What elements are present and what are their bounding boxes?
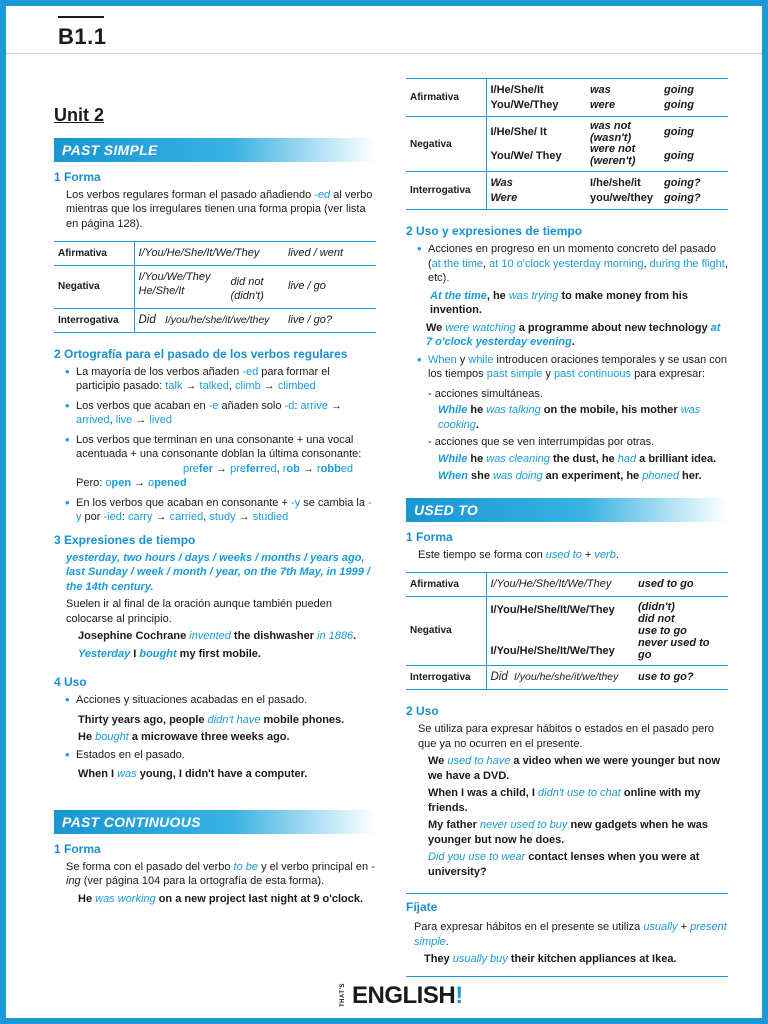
table-cell-line: you/we/they (590, 191, 653, 204)
fijate-box (406, 920, 728, 977)
frame-bottom (0, 1018, 768, 1024)
level-mark-line (58, 16, 104, 18)
table-cell: lived / went (288, 247, 344, 260)
table-cell-line: He/She/It (138, 285, 185, 298)
ps-expresiones-example-2: Yesterday I bought my first mobile. (78, 647, 261, 660)
banner-past-simple: PAST SIMPLE (54, 138, 376, 162)
table-cell (586, 172, 660, 210)
table-cell-line: I/you/he/she/it/we/they (164, 313, 270, 326)
ps-expresiones-example-1: Josephine Cochrane invented the dishwasher in 1886. (78, 630, 357, 643)
table-row (54, 242, 376, 266)
level-label: B1.1 (58, 24, 107, 49)
table-cell-line: I/You/He/She/It/We/They (490, 604, 615, 617)
pc-forma-title: 1 Forma (54, 841, 101, 856)
table-cell: live / go (288, 280, 326, 293)
ps-forma-table (54, 241, 376, 333)
table-row (406, 79, 728, 117)
row-label: Interrogativa (406, 172, 486, 210)
banner-past-continuous: PAST CONTINUOUS (54, 810, 376, 834)
pc-uso-dash-2: - acciones que se ven interrumpidas por otras. (428, 436, 655, 449)
row-label: Afirmativa (406, 573, 486, 597)
ps-forma-text: Los verbos regulares forman el pasado añadiendo -ed al verbo mientras que los irregulares tienen una forma propia (ver lista en página 128). (66, 188, 373, 230)
ps-uso-example-1: Thirty years ago, people didn't have mobile phones. (78, 713, 345, 726)
table-cell-line: You/We/ They (490, 150, 562, 163)
ut-forma-table (406, 572, 728, 690)
table-row (406, 172, 728, 210)
pc-uso-example-4: While he was cleaning the dust, he had a brilliant idea. (438, 452, 717, 465)
banner-used-to: USED TO (406, 498, 728, 522)
table-cell-line: I/you/he/she/it/we/they (513, 671, 619, 684)
table-cell-line: Was (490, 177, 513, 190)
table-cell-line: use to go (638, 624, 687, 637)
list-item: • La mayoría de los verbos añaden -ed para formar el participio pasado: talk → talked, climb → climbed (76, 365, 376, 394)
table-cell-line: going? (664, 191, 701, 204)
row-label: Negativa (406, 596, 486, 665)
table-cell-line: (wasn't) (590, 131, 632, 144)
ps-uso-list (54, 693, 376, 708)
list-item: • Los verbos que terminan en una consonante + una vocal acentuada + una consonante doblan la última consonante: prefer → preferred, rob → robbed Pero: open → opened (76, 433, 376, 491)
row-label: Afirmativa (54, 242, 134, 266)
ut-uso-example-2: When I was a child, I didn't use to chat online with my friends. (428, 787, 701, 814)
table-row (54, 265, 376, 308)
table-cell: used to go (638, 578, 694, 591)
table-cell-line: were (590, 98, 616, 111)
table-cell-line: going (664, 84, 694, 96)
table-cell-line: never used to go (638, 636, 710, 662)
table-cell-line: I/You/We/They (138, 270, 211, 283)
ps-expresiones-title: 3 Expresiones de tiempo (54, 532, 196, 547)
frame-left (0, 0, 6, 1024)
table-cell (134, 308, 284, 332)
pc-forma-text: Se forma con el pasado del verbo to be y el verbo principal en -ing (ver página 104 para la ortografía de esta forma). (66, 860, 375, 888)
table-cell: I/You/He/She/It/We/They (138, 247, 260, 260)
table-cell-line: Did (138, 313, 156, 326)
row-label: Interrogativa (406, 666, 486, 690)
row-label: Afirmativa (406, 79, 486, 117)
logo-small-text: THAT'S (340, 983, 346, 1007)
table-cell (486, 117, 586, 172)
pc-forma-example: He was working on a new project last night at 9 o'clock. (78, 892, 364, 905)
ut-forma-text: Este tiempo se forma con used to + verb. (418, 548, 619, 561)
list-item: • Los verbos que acaban en -e añaden solo -d: arrive → arrived, live → lived (76, 399, 376, 428)
table-row (406, 573, 728, 597)
unit-title: Unit 2 (54, 105, 105, 125)
fijate-text: Para expresar hábitos en el presente se utiliza usually + present simple. (414, 921, 727, 948)
table-cell-line: did not (638, 612, 675, 625)
fijate-title: Fíjate (406, 893, 728, 916)
table-row (406, 117, 728, 172)
row-label: Negativa (54, 265, 134, 308)
ps-ortografia-list (54, 365, 376, 525)
table-cell-line: were not (590, 143, 636, 156)
left-column (54, 104, 376, 909)
pc-uso-example-5: When she was doing an experiment, he phoned her. (438, 470, 702, 483)
table-cell (660, 172, 728, 210)
ps-uso-title: 4 Uso (54, 675, 87, 690)
ut-uso-example-4: Did you use to wear contact lenses when you were at university? (428, 851, 700, 878)
row-label: Interrogativa (54, 308, 134, 332)
table-cell (486, 666, 634, 690)
table-cell-line: I/You/He/She/It/We/They (490, 644, 615, 657)
ps-uso-list-2 (54, 748, 376, 763)
right-column (406, 76, 728, 977)
table-cell-line: (didn't) (230, 290, 264, 303)
ps-expresiones-list: yesterday, two hours / days / weeks / months / years ago, last Sunday / week / month / year, on the 7th May, in 1999 / the 14th century. (66, 551, 371, 593)
table-cell-line: (weren't) (590, 154, 636, 167)
list-item: • Acciones en progreso en un momento concreto del pasado (at the time, at 10 o'clock yesterday morning, during the flight, etc). (428, 242, 728, 286)
table-cell (634, 596, 728, 665)
pc-uso-example-3: While he was talking on the mobile, his mother was cooking. (438, 404, 701, 431)
pc-forma-table (406, 78, 728, 210)
list-item: • Estados en el pasado. (76, 748, 376, 763)
pc-uso-list (406, 242, 728, 286)
pc-uso-title: 2 Uso y expresiones de tiempo (406, 224, 583, 239)
ut-forma-title: 1 Forma (406, 529, 453, 544)
logo-big-text: ENGLISH! (352, 982, 463, 1009)
ps-uso-example-3: When I was young, I didn't have a computer. (78, 768, 308, 781)
list-item: • When y while introducen oraciones temporales y se usan con los tiempos past simple y past continuous para expresar: (428, 353, 728, 382)
table-cell (486, 596, 634, 665)
table-cell-line: was not (590, 120, 631, 133)
table-cell (586, 79, 660, 117)
table-cell-line: I/he/she/it (590, 177, 641, 190)
thats-english-logo (340, 980, 463, 1010)
table-cell-line: going? (664, 177, 701, 190)
table-row (54, 308, 376, 332)
frame-right (762, 0, 768, 1024)
table-cell-line: did not (230, 275, 264, 288)
table-row (406, 666, 728, 690)
table-cell-line: Did (490, 671, 508, 684)
ut-uso-title: 2 Uso (406, 704, 439, 719)
table-cell: use to go? (638, 671, 694, 684)
row-label: Negativa (406, 117, 486, 172)
table-cell: I/You/He/She/It/We/They (490, 578, 612, 591)
pc-uso-example-2: We were watching a programme about new technology at 7 o'clock yesterday evening. (426, 321, 721, 349)
table-cell (486, 79, 586, 117)
pc-uso-list-2 (406, 353, 728, 382)
ut-uso-example-3: My father never used to buy new gadgets when he was younger but now he does. (428, 819, 709, 846)
fijate-example: They usually buy their kitchen appliances at Ikea. (424, 953, 677, 966)
list-item: • En los verbos que acaban en consonante + -y se cambia la -y por -ied: carry → carried, study → studied (76, 496, 376, 525)
table-cell-line: (didn't) (638, 600, 675, 613)
table-row (406, 596, 728, 665)
ut-uso-text: Se utiliza para expresar hábitos o estados en el pasado pero que ya no ocurren en el presente. (418, 723, 714, 750)
table-cell (586, 117, 660, 172)
table-cell-line: was (590, 84, 611, 96)
ps-expresiones-note: Suelen ir al final de la oración aunque también pueden colocarse al principio. (66, 598, 333, 625)
pc-uso-dash-1: - acciones simultáneas. (428, 387, 543, 400)
ps-uso-example-2: He bought a microwave three weeks ago. (78, 731, 290, 744)
page-header (6, 6, 762, 54)
ut-uso-example-1: We used to have a video when we were younger but now we have a DVD. (428, 755, 721, 782)
table-cell: live / go? (288, 314, 333, 326)
table-cell-line: I/He/She/It (490, 84, 544, 96)
table-cell (660, 117, 728, 172)
table-cell (134, 265, 284, 308)
ps-forma-title: 1 Forma (54, 169, 101, 184)
table-cell-line: going (664, 98, 694, 111)
list-item: • Acciones y situaciones acabadas en el pasado. (76, 693, 376, 708)
table-cell-line: You/We/They (490, 98, 559, 111)
pc-uso-example-1: At the time, he was trying to make money from his invention. (430, 289, 688, 317)
table-cell-line: going (664, 150, 694, 163)
table-cell-line: going (664, 125, 694, 138)
table-cell (660, 79, 728, 117)
table-cell-line: I/He/She/ It (490, 125, 547, 138)
table-cell-line: Were (490, 191, 518, 204)
ps-ortografia-title: 2 Ortografía para el pasado de los verbos regulares (54, 346, 348, 361)
table-cell (486, 172, 586, 210)
